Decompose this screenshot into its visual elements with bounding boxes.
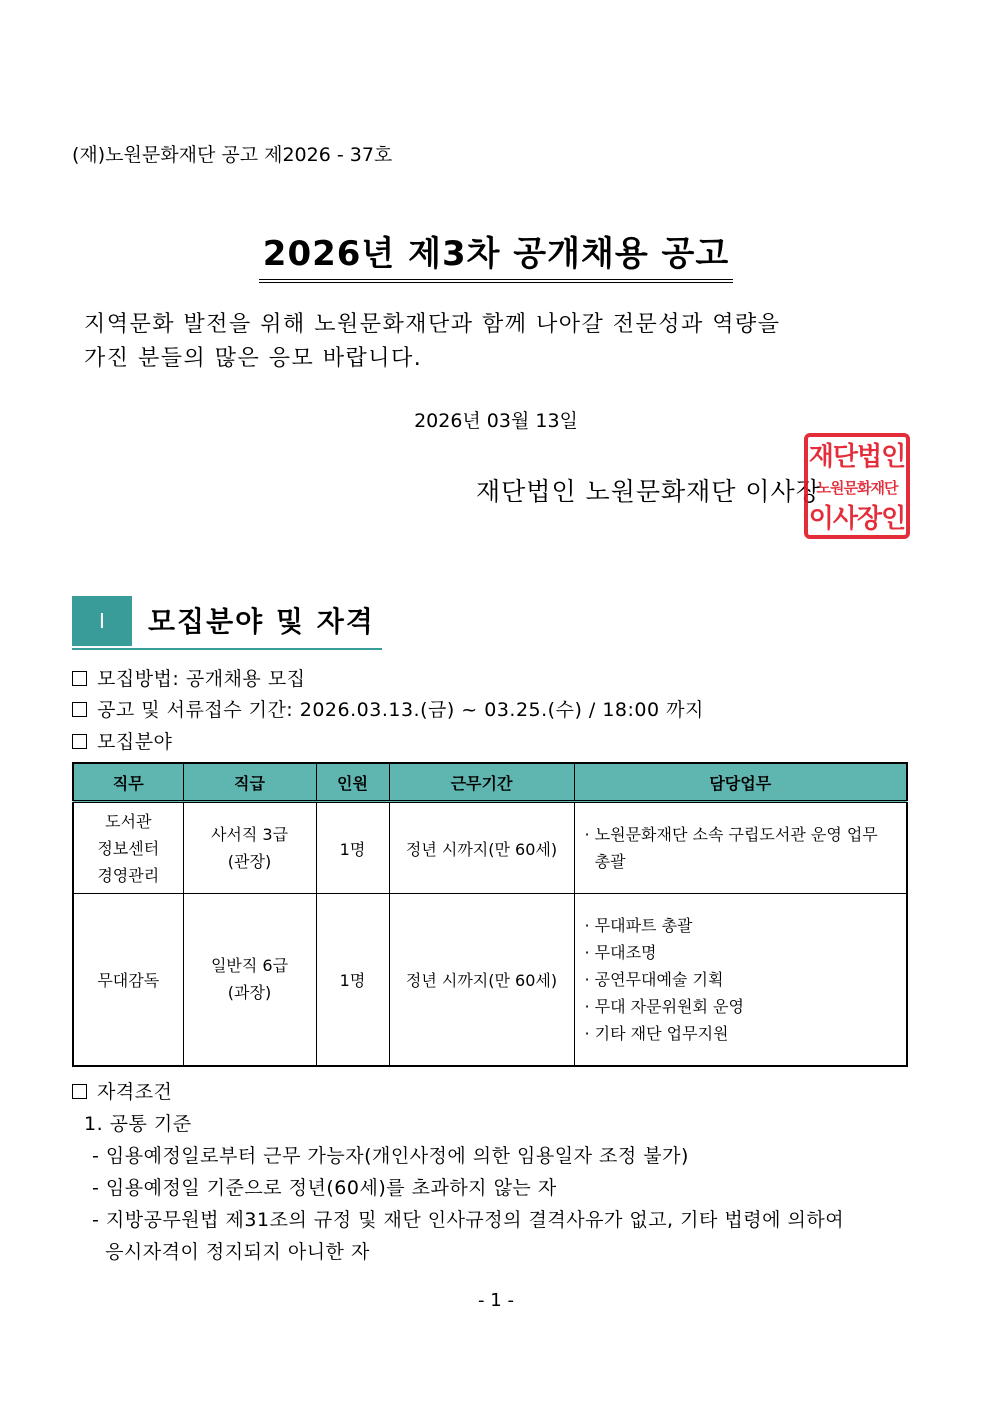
official-seal — [804, 433, 910, 539]
intro-line-2: 가진 분들의 많은 응모 바랍니다. — [84, 346, 423, 371]
count-cell: 1명 — [316, 802, 389, 894]
qualification-item: - 지방공무원법 제31조의 규정 및 재단 인사규정의 결격사유가 없고, 기타 법령에 의하여 — [92, 1209, 845, 1231]
intro-paragraph — [84, 308, 914, 376]
seal-line: 재단법인 — [808, 442, 906, 472]
grade-cell: 일반직 6급 (과장) — [183, 894, 316, 1066]
section-number: Ⅰ — [72, 596, 132, 646]
qualifications-heading: 자격조건 — [72, 1077, 172, 1104]
recruitment-table — [72, 762, 908, 1067]
seal-line: 노원문화재단 — [816, 479, 898, 497]
notice-number: (재)노원문화재단 공고 제2026 - 37호 — [72, 144, 393, 166]
period-cell: 정년 시까지(만 60세) — [389, 894, 574, 1066]
issuer-name: 재단법인 노원문화재단 이사장 — [476, 477, 821, 506]
table-header-row — [73, 763, 907, 802]
section-title: 모집분야 및 자격 — [148, 605, 375, 638]
intro-line-1: 지역문화 발전을 위해 노원문화재단과 함께 나아갈 전문성과 역량을 — [84, 312, 781, 337]
column-header: 담당업무 — [574, 763, 907, 802]
column-header: 근무기간 — [389, 763, 574, 802]
column-header: 직급 — [183, 763, 316, 802]
announcement-date: 2026년 03월 13일 — [414, 410, 578, 432]
job-cell: 무대감독 — [73, 894, 183, 1066]
column-header: 인원 — [316, 763, 389, 802]
list-item: 모집방법: 공개채용 모집 — [72, 664, 306, 691]
seal-line: 이사장인 — [808, 504, 906, 534]
checkbox-square-icon — [72, 734, 87, 749]
qualification-item: - 임용예정일 기준으로 정년(60세)를 초과하지 않는 자 — [92, 1177, 557, 1199]
qualification-item: 응시자격이 정지되지 아니한 자 — [92, 1241, 370, 1263]
qualification-item: - 임용예정일로부터 근무 가능자(개인사정에 의한 임용일자 조정 불가) — [92, 1145, 689, 1167]
checkbox-square-icon — [72, 1084, 87, 1099]
duties-cell: · 노원문화재단 소속 구립도서관 운영 업무 총괄 — [574, 802, 907, 894]
document-title-wrap — [0, 226, 992, 283]
list-item: 공고 및 서류접수 기간: 2026.03.13.(금) ~ 03.25.(수) / 18:00 까지 — [72, 695, 704, 722]
list-item: 모집분야 — [72, 727, 172, 754]
count-cell: 1명 — [316, 894, 389, 1066]
checkbox-square-icon — [72, 671, 87, 686]
table-row — [73, 802, 907, 894]
document-title: 2026년 제3차 공개채용 공고 — [259, 226, 733, 283]
duties-cell: · 무대파트 총괄 · 무대조명 · 공연무대예술 기획 · 무대 자문위원회 운영 · 기타 재단 업무지원 — [574, 894, 907, 1066]
job-cell: 도서관 정보센터 경영관리 — [73, 802, 183, 894]
grade-cell: 사서직 3급 (관장) — [183, 802, 316, 894]
page-number: - 1 - — [478, 1290, 514, 1311]
qualifications-subheading: 1. 공통 기준 — [84, 1113, 192, 1135]
section-header — [72, 596, 382, 650]
column-header: 직무 — [73, 763, 183, 802]
period-cell: 정년 시까지(만 60세) — [389, 802, 574, 894]
table-row — [73, 894, 907, 1066]
checkbox-square-icon — [72, 702, 87, 717]
